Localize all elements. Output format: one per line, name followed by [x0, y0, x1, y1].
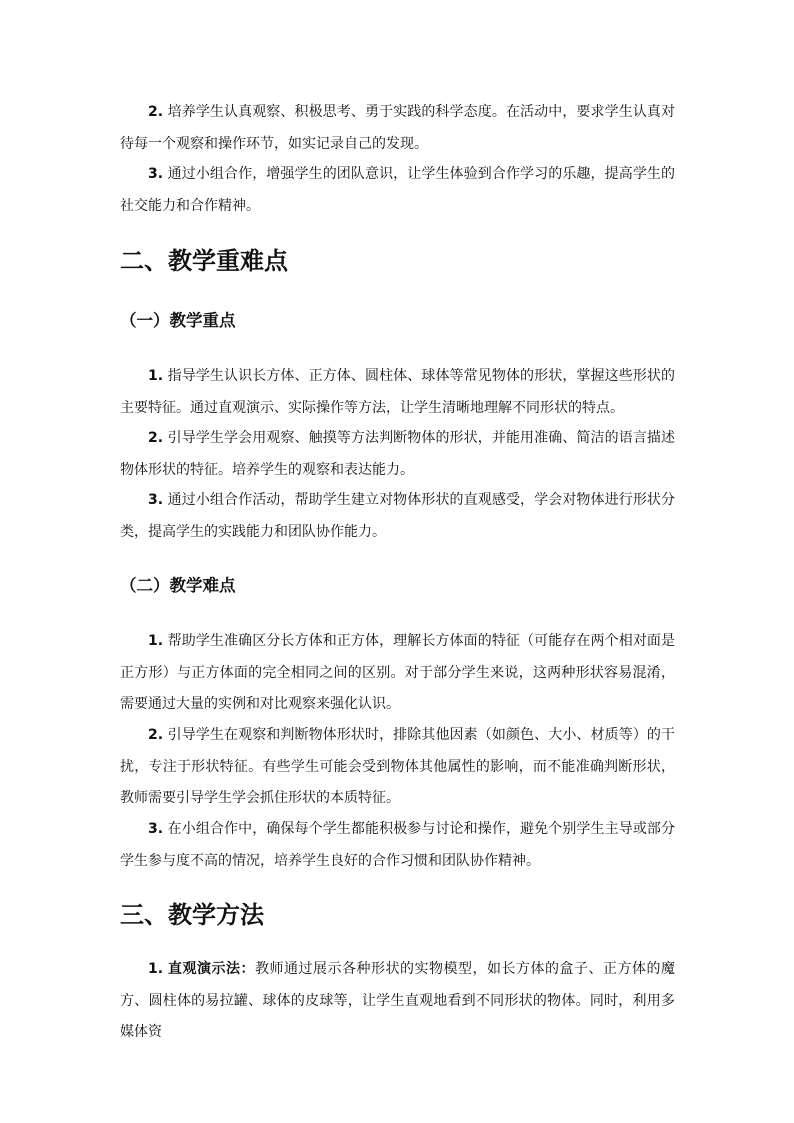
- key-point-paragraph-1: [120, 361, 675, 424]
- key-point-paragraph-2: [120, 423, 675, 486]
- method-lead-term: 直观演示法：: [168, 961, 256, 977]
- paragraph-text: 在小组合作中，确保每个学生都能积极参与讨论和操作，避免个别学生主导或部分学生参与度不高的情况，培养学生良好的合作习惯和团队协作精神。: [120, 821, 676, 869]
- paragraph-number: 2.: [148, 430, 164, 446]
- subsection-heading-difficult-points: （二）教学难点: [120, 576, 236, 595]
- paragraph-number: 1.: [148, 961, 164, 977]
- paragraph-number: 3.: [148, 166, 164, 182]
- paragraph-number: 1.: [148, 368, 164, 384]
- paragraph-text: 通过小组合作活动，帮助学生建立对物体形状的直观感受，学会对物体进行形状分类，提高学生的实践能力和团队协作能力。: [120, 492, 676, 540]
- paragraph-text: 引导学生在观察和判断物体形状时，排除其他因素（如颜色、大小、材质等）的干扰，专注于形状特征。有些学生可能会受到物体其他属性的影响，而不能准确判断形状，教师需要引导学生学会抓住形状的本质特征。: [120, 727, 676, 806]
- difficult-point-paragraph-3: [120, 814, 675, 877]
- paragraph-text: 指导学生认识长方体、正方体、圆柱体、球体等常见物体的形状，掌握这些形状的主要特征。通过直观演示、实际操作等方法，让学生清晰地理解不同形状的特点。: [120, 368, 676, 416]
- difficult-point-paragraph-2: [120, 720, 675, 815]
- section-heading-teaching-methods: 三、教学方法: [120, 901, 264, 929]
- goal-paragraph-2: [120, 97, 675, 160]
- key-point-paragraph-3: [120, 485, 675, 548]
- paragraph-text: 培养学生认真观察、积极思考、勇于实践的科学态度。在活动中，要求学生认真对待每一个观察和操作环节，如实记录自己的发现。: [120, 104, 676, 152]
- goal-paragraph-3: [120, 159, 675, 222]
- paragraph-number: 2.: [148, 727, 164, 743]
- paragraph-number: 3.: [148, 492, 164, 508]
- paragraph-number: 1.: [148, 633, 164, 649]
- paragraph-text: 教师通过展示各种形状的实物模型，如长方体的盒子、正方体的魔方、圆柱体的易拉罐、球体的皮球等，让学生直观地看到不同形状的物体。同时，利用多媒体资: [120, 961, 676, 1040]
- subsection-heading-key-points: （一）教学重点: [120, 311, 236, 330]
- paragraph-text: 通过小组合作，增强学生的团队意识，让学生体验到合作学习的乐趣，提高学生的社交能力和合作精神。: [120, 166, 676, 214]
- difficult-point-paragraph-1: [120, 626, 675, 721]
- paragraph-number: 2.: [148, 104, 164, 120]
- section-heading-key-difficult: 二、教学重难点: [120, 247, 288, 275]
- method-paragraph-1: [120, 954, 675, 1049]
- paragraph-text: 帮助学生准确区分长方体和正方体，理解长方体面的特征（可能存在两个相对面是正方形）与正方体面的完全相同之间的区别。对于部分学生来说，这两种形状容易混淆，需要通过大量的实例和对比观察来强化认识。: [120, 633, 676, 712]
- paragraph-text: 引导学生学会用观察、触摸等方法判断物体的形状，并能用准确、简洁的语言描述物体形状的特征。培养学生的观察和表达能力。: [120, 430, 676, 478]
- paragraph-number: 3.: [148, 821, 164, 837]
